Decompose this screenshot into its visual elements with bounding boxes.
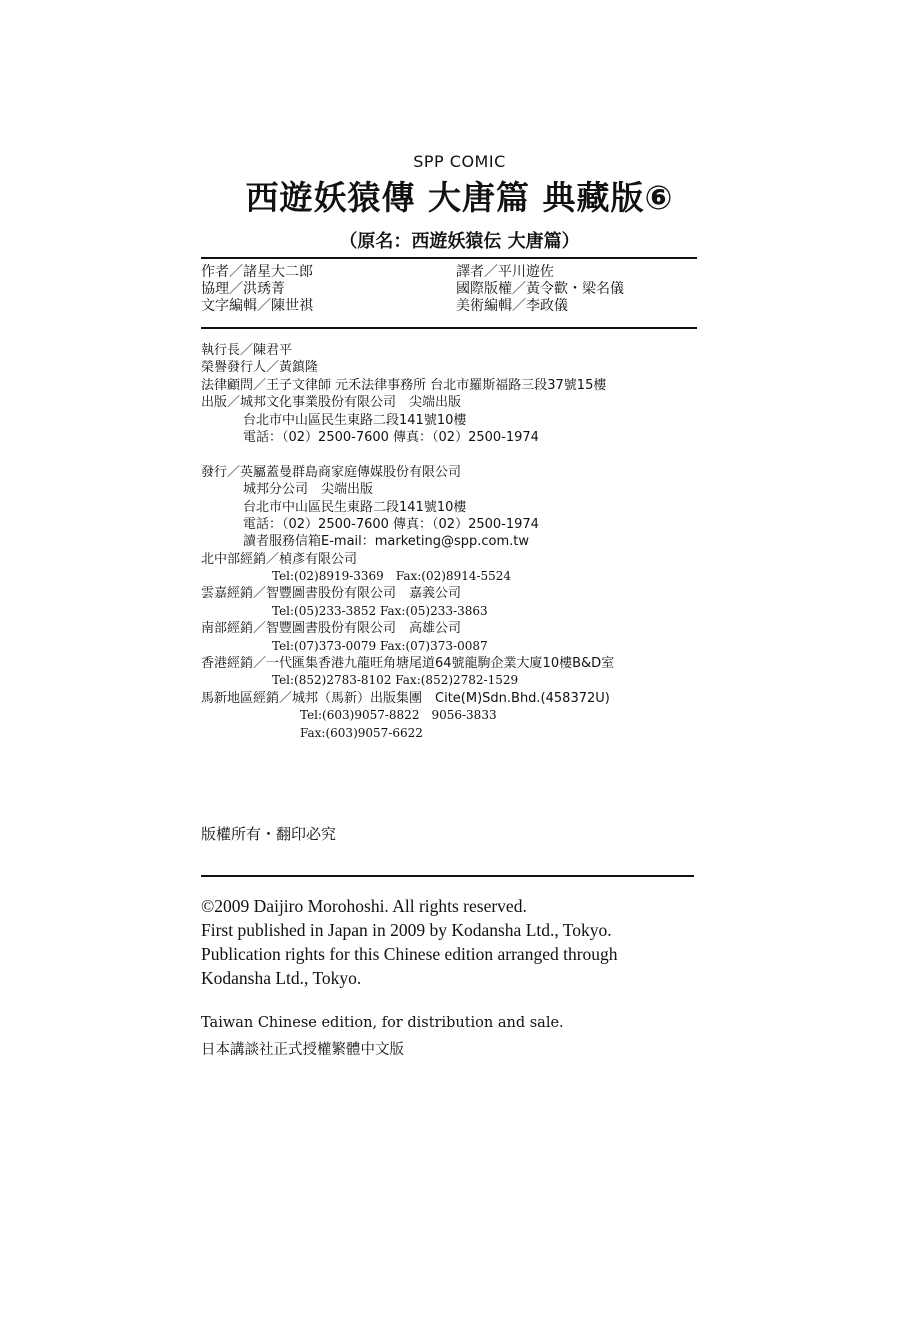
credits-left [201,264,313,315]
credit-manager: 協理／洪琇菁 [201,281,285,297]
publisher-block [201,342,614,742]
malaysia-dealer-line: 馬新地區經銷／城邦（馬新）出版集團 Cite(M)Sdn.Bhd.(458372U) [201,690,610,706]
executive-line: 執行長／陳君平 [201,343,293,358]
edition-note: Taiwan Chinese edition, for distribution and sale. [201,1015,564,1031]
south-dealer-contact: Tel:(07)373-0079 Fax:(07)373-0087 [272,638,488,653]
distributor-line: 發行／英屬蓋曼群島商家庭傳媒股份有限公司 [201,464,462,480]
divider-top [201,257,697,259]
south-dealer-line: 南部經銷／智豐圖書股份有限公司 高雄公司 [201,621,462,637]
publisher-address: 台北市中山區民生東路二段141號10樓 [243,412,467,428]
copyright-line: First published in Japan in 2009 by Kodansha Ltd., Tokyo. [201,920,612,940]
divider-middle [201,327,697,329]
divider-bottom [201,875,694,877]
reader-service-email: 讀者服務信箱E-mail：marketing@spp.com.tw [243,534,530,550]
north-dealer-line: 北中部經銷／楨彥有限公司 [201,551,358,567]
chiayi-dealer-line: 雲嘉經銷／智豐圖書股份有限公司 嘉義公司 [201,586,462,602]
malaysia-dealer-fax: Fax:(603)9057-6622 [300,725,423,740]
credit-translator: 譯者／平川遊佐 [456,264,554,280]
hongkong-dealer-line: 香港經銷／一代匯集香港九龍旺角塘尾道64號龍駒企業大廈10樓B&D室 [201,656,615,672]
copyright-line: Kodansha Ltd., Tokyo. [201,968,362,988]
hongkong-dealer-contact: Tel:(852)2783-8102 Fax:(852)2782-1529 [272,673,519,688]
credit-text-editor: 文字編輯／陳世祺 [201,298,313,314]
honorary-publisher-line: 榮譽發行人／黃鎮隆 [201,360,319,376]
copyright-line: Publication rights for this Chinese edition arranged through [201,944,618,964]
credit-art-editor: 美術編輯／李政儀 [456,298,568,314]
original-title: （原名：西遊妖猿伝 大唐篇） [339,231,580,252]
spacer [201,446,614,463]
series-label: SPP COMIC [413,152,506,171]
credits-right [456,264,624,315]
chiayi-dealer-contact: Tel:(05)233-3852 Fax:(05)233-3863 [272,603,488,618]
credit-intl-rights: 國際版權／黃令歡・梁名儀 [456,281,624,297]
north-dealer-contact: Tel:(02)8919-3369 Fax:(02)8914-5524 [272,569,512,584]
copyright-line: ©2009 Daijiro Morohoshi. All rights reserved. [201,896,527,916]
rights-reserved: 版權所有・翻印必究 [201,825,337,843]
credit-author: 作者／諸星大二郎 [201,264,313,280]
legal-counsel-line: 法律顧問／王子文律師 元禾法律事務所 台北市羅斯福路三段37號15樓 [201,377,607,393]
distributor-address: 台北市中山區民生東路二段141號10樓 [243,499,467,515]
book-title: 西遊妖猿傳 大唐篇 典藏版⑥ [245,178,674,217]
english-copyright [201,894,618,990]
malaysia-dealer-tel: Tel:(603)9057-8822 9056-3833 [300,708,497,723]
distributor-branch: 城邦分公司 尖端出版 [243,482,374,498]
publisher-phone: 電話：（02）2500-7600 傳真：（02）2500-1974 [243,429,539,445]
publisher-line: 出版／城邦文化事業股份有限公司 尖端出版 [201,395,462,411]
distributor-phone: 電話：（02）2500-7600 傳真：（02）2500-1974 [243,516,539,532]
authorized-edition-note: 日本講談社正式授權繁體中文版 [201,1042,404,1058]
